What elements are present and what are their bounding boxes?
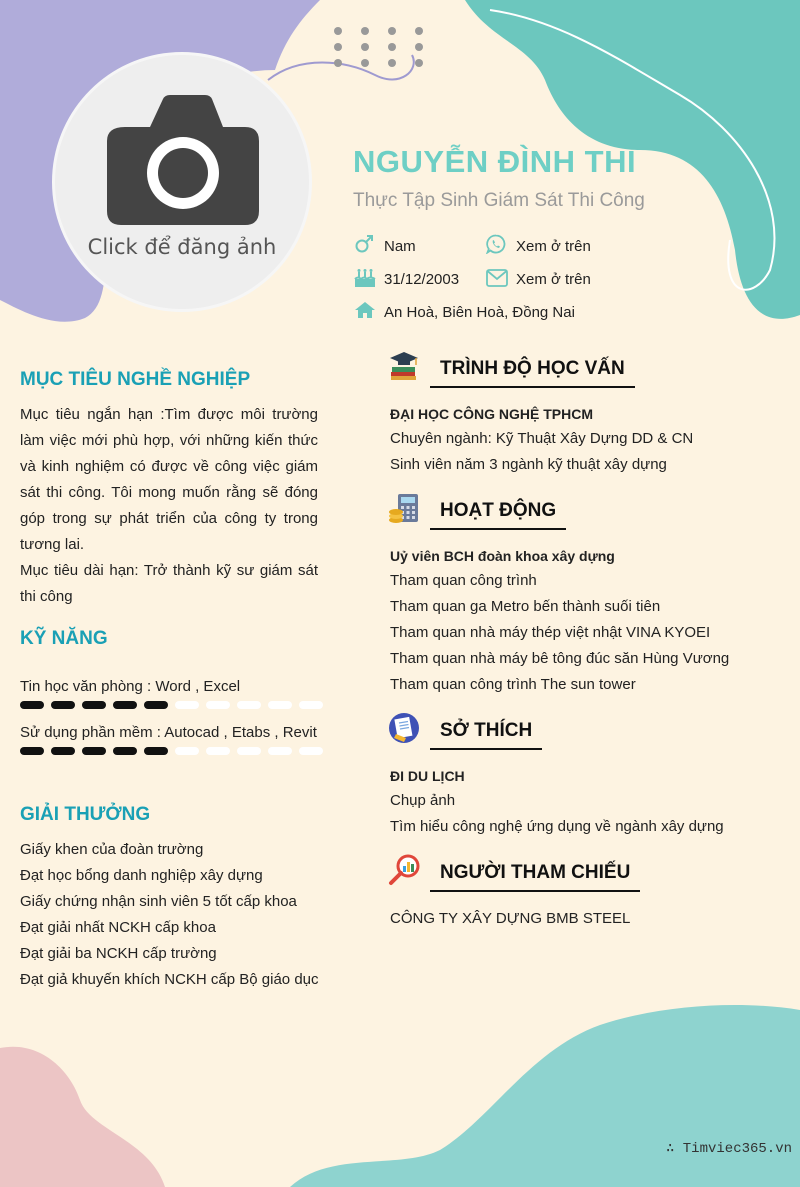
- skill-dash: [144, 701, 168, 709]
- hobbies-list: [390, 788, 724, 840]
- list-item: Đạt giải ba NCKH cấp trường: [20, 945, 217, 962]
- skill-dash: [206, 747, 230, 755]
- list-item: Tham quan nhà máy thép việt nhật VINA KYOEI: [390, 624, 711, 641]
- gender-icon: [354, 234, 374, 254]
- skill-dash: [206, 701, 230, 709]
- skill-meter: [20, 701, 323, 709]
- list-item: Chuyên ngành: Kỹ Thuật Xây Dựng DD & CN: [390, 430, 694, 447]
- notebook-icon: [388, 712, 420, 744]
- skill-dash: [268, 701, 292, 709]
- calculator-icon: [388, 492, 420, 524]
- skill-dash: [299, 747, 323, 755]
- brand-watermark: [666, 1140, 792, 1157]
- skill-dash: [175, 701, 199, 709]
- photo-upload-button[interactable]: [52, 52, 312, 312]
- list-item: Đạt giải nhất NCKH cấp khoa: [20, 919, 216, 936]
- list-item: Tham quan công trình The sun tower: [390, 676, 636, 693]
- references-title: NGƯỜI THAM CHIẾU: [430, 862, 640, 892]
- list-item: Sinh viên năm 3 ngành kỹ thuật xây dựng: [390, 456, 667, 473]
- cake-icon: [354, 268, 376, 288]
- lavender-line: [268, 55, 414, 80]
- education-org: ĐẠI HỌC CÔNG NGHỆ TPHCM: [390, 406, 593, 422]
- camera-icon: [105, 91, 261, 227]
- activities-org: Uỷ viên BCH đoàn khoa xây dựng: [390, 548, 615, 564]
- skill-dash: [237, 747, 261, 755]
- objective-title: MỤC TIÊU NGHỀ NGHIỆP: [20, 369, 251, 390]
- skill-dash: [20, 701, 44, 709]
- brand-name: Timviec365.vn: [682, 1141, 792, 1157]
- skill-dash: [82, 701, 106, 709]
- birthday-value: 31/12/2003: [384, 271, 460, 288]
- objective-long: Mục tiêu dài hạn: Trở thành kỹ sư giám sát thi công: [20, 562, 318, 605]
- whatsapp-icon: [486, 234, 506, 254]
- mail-icon: [486, 269, 508, 287]
- skill-dash: [51, 701, 75, 709]
- objective-short: Mục tiêu ngắn hạn :Tìm được môi trường làm việc mới phù hợp, với những kiến thức và kinh nghiệm có được về công việc giám sát thi công. Tôi mong muốn rằng sẽ đóng góp trong sự phát triển của công ty trong tương lai.: [20, 406, 318, 553]
- address-value: An Hoà, Biên Hoà, Đồng Nai: [384, 304, 575, 321]
- skill-dash: [20, 747, 44, 755]
- skill-dash: [113, 701, 137, 709]
- skill-dash: [113, 747, 137, 755]
- list-item: Chụp ảnh: [390, 792, 456, 809]
- skill-dash: [237, 701, 261, 709]
- photo-upload-label: Click để đăng ảnh: [87, 235, 277, 259]
- activities-title: HOẠT ĐỘNG: [430, 500, 566, 530]
- skill-dash: [268, 747, 292, 755]
- activities-list: [390, 568, 729, 698]
- hobbies-org: ĐI DU LỊCH: [390, 768, 465, 784]
- phone-value: Xem ở trên: [516, 238, 591, 255]
- teal-blob-bottom: [290, 1005, 800, 1187]
- list-item: Giấy chứng nhận sinh viên 5 tốt cấp khoa: [20, 893, 297, 910]
- skill-label: Sử dụng phần mềm : Autocad , Etabs , Revit: [20, 724, 317, 741]
- email-value: Xem ở trên: [516, 271, 591, 288]
- gender-value: Nam: [384, 238, 416, 255]
- list-item: Tham quan ga Metro bến thành suối tiên: [390, 598, 661, 615]
- list-item: Tham quan nhà máy bê tông đúc săn Hùng Vương: [390, 650, 730, 667]
- references-list: [390, 906, 630, 932]
- skills-title: KỸ NĂNG: [20, 628, 108, 649]
- chart-icon: [388, 854, 420, 886]
- list-item: Tham quan công trình: [390, 572, 537, 589]
- skill-dash: [175, 747, 199, 755]
- education-list: [390, 426, 693, 478]
- list-item: Đạt giả khuyến khích NCKH cấp Bộ giáo dục: [20, 971, 319, 988]
- skill-meter: [20, 747, 323, 755]
- skill-dash: [51, 747, 75, 755]
- skill-dash: [144, 747, 168, 755]
- candidate-name: NGUYỄN ĐÌNH THI: [353, 144, 637, 179]
- brand-logo-icon: ∴: [665, 1141, 683, 1157]
- awards-list: [20, 837, 319, 993]
- job-title: Thực Tập Sinh Giám Sát Thi Công: [353, 190, 645, 211]
- awards-title: GIẢI THƯỞNG: [20, 804, 151, 825]
- dot-grid: [334, 27, 423, 67]
- skill-label: Tin học văn phòng : Word , Excel: [20, 678, 241, 695]
- home-icon: [354, 301, 376, 319]
- list-item: Tìm hiểu công nghệ ứng dụng về ngành xây dựng: [390, 818, 724, 835]
- pink-blob: [0, 1047, 165, 1187]
- list-item: Đạt học bổng danh nghiệp xây dựng: [20, 867, 263, 884]
- graduation-icon: [388, 350, 420, 382]
- skill-dash: [82, 747, 106, 755]
- list-item: Giấy khen của đoàn trường: [20, 841, 204, 858]
- list-item: CÔNG TY XÂY DỰNG BMB STEEL: [390, 910, 631, 927]
- hobbies-title: SỞ THÍCH: [430, 720, 542, 750]
- skill-dash: [299, 701, 323, 709]
- education-title: TRÌNH ĐỘ HỌC VẤN: [430, 358, 635, 388]
